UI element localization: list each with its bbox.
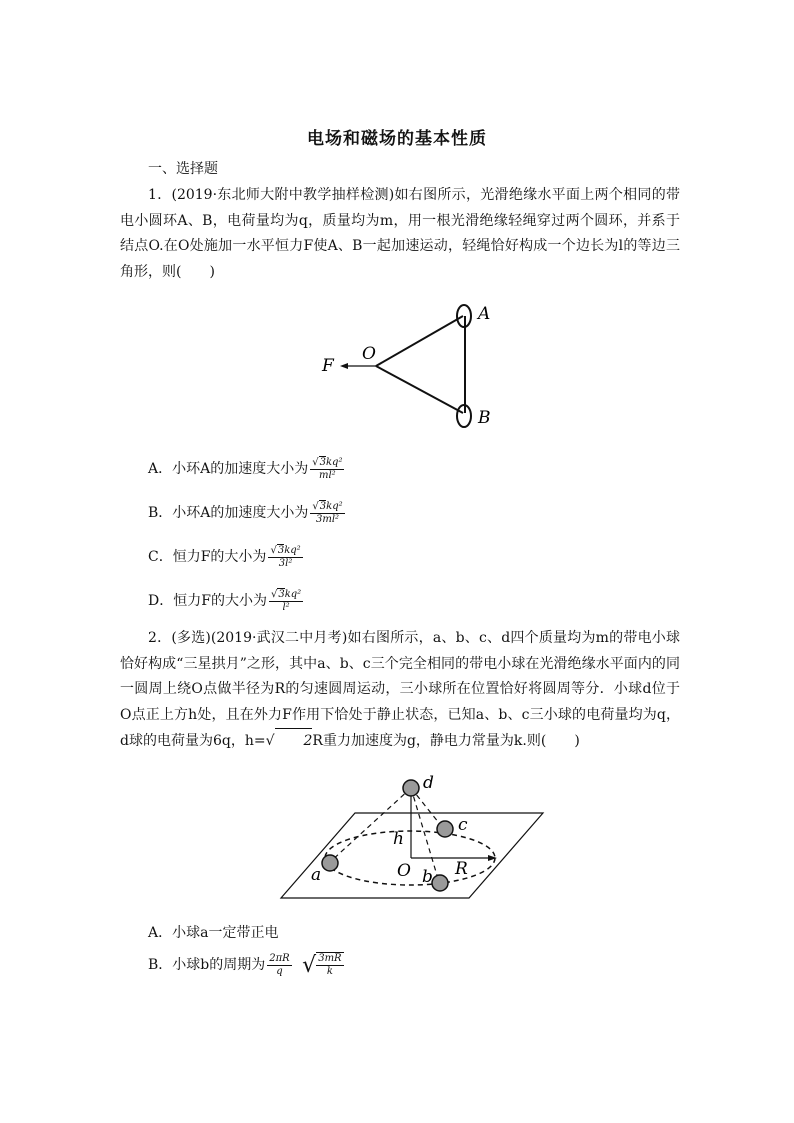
question-2-stem-part1: 2．(多选)(2019·武汉二中月考)如右图所示，a、b、c、d四个质量均为m的带电小球恰好构成“三星拱月”之形，其中a、b、c三个完全相同的带电小球在光滑绝缘水平面内的同一圆周上绕O点做半径为R的匀速圆周运动，三小球所在位置恰好将圆周等分．小球d位于O点正上方h处，且在外力F作用下恰处于静止状态，已知a、b、c三小球的电荷量均为q，d球的电荷量为6q，h= bbox=[120, 630, 680, 749]
question-2-stem: 2．(多选)(2019·武汉二中月考)如右图所示，a、b、c、d四个质量均为m的带电小球恰好构成“三星拱月”之形，其中a、b、c三个完全相同的带电小球在光滑绝缘水平面内的同一圆周上绕O点做半径为R的匀速圆周运动，三小球所在位置恰好将圆周等分．小球d位于O点正上方h处，且在外力F作用下恰处于静止状态，已知a、b、c三小球的电荷量均为q，d球的电荷量为6q，h=√ 2R重力加速度为g，静电力常量为k.则( ) bbox=[120, 626, 680, 755]
q2-option-a[interactable]: A．小球a一定带正电 bbox=[148, 925, 279, 941]
q1-option-d[interactable] bbox=[148, 588, 303, 614]
question-1-stem: 1．(2019·东北师大附中教学抽样检测)如右图所示，光滑绝缘水平面上两个相同的带电小圆环A、B，电荷量均为q，质量均为m，用一根光滑绝缘轻绳穿过两个圆环，并系于结点O.在O处施加一水平恒力F使A、B一起加速运动，轻绳恰好构成一个边长为l的等边三角形，则( ) bbox=[120, 187, 680, 280]
section-heading: 一、选择题 bbox=[148, 161, 218, 177]
q1-option-b[interactable] bbox=[148, 500, 345, 526]
option-c-fraction: $\frac{\text{√3kq²}}{\text{3l²}}$ bbox=[270, 545, 301, 569]
option-a-text: A．小环A的加速度大小为 bbox=[148, 461, 309, 477]
force-arrowhead bbox=[340, 363, 348, 369]
question-2-stem-part2: R重力加速度为g，静电力常量为k.则( ) bbox=[312, 733, 580, 749]
rope-OB bbox=[376, 366, 463, 413]
q2-option-b-root-numerator: 3mR bbox=[318, 953, 342, 964]
option-c-numerator: kq² bbox=[284, 545, 301, 556]
option-b-numerator: kq² bbox=[326, 501, 343, 512]
rope-OA bbox=[376, 316, 463, 366]
option-b-fraction: $\frac{\text{√3kq²}}{\text{3ml²}}$ bbox=[312, 501, 343, 525]
label-F: F bbox=[322, 356, 334, 376]
option-d-fraction: $\frac{\text{√3kq²}}{\text{l²}}$ bbox=[270, 589, 302, 613]
label-O: O bbox=[362, 344, 376, 364]
q2-option-b-fraction bbox=[267, 953, 291, 978]
label-b: b bbox=[422, 867, 433, 887]
q2-option-b-text: B．小球b的周期为 bbox=[148, 957, 266, 973]
option-a-numerator: kq² bbox=[325, 457, 343, 468]
option-c-sqrt: 3 bbox=[277, 545, 285, 556]
option-a-denominator: ml² bbox=[319, 470, 336, 481]
q2-option-b-numerator: 2πR bbox=[269, 952, 290, 964]
option-a-sqrt: 3 bbox=[319, 457, 326, 468]
option-c-text: C．恒力F的大小为 bbox=[148, 549, 267, 565]
label-a: a bbox=[311, 865, 322, 885]
option-b-text: B．小环A的加速度大小为 bbox=[148, 505, 309, 521]
label-O: O bbox=[397, 861, 411, 881]
label-B: B bbox=[478, 408, 491, 428]
ball-a bbox=[322, 855, 338, 871]
ball-b bbox=[432, 875, 448, 891]
label-d: d bbox=[423, 773, 434, 793]
question-2-figure bbox=[275, 768, 550, 903]
label-R: R bbox=[455, 859, 468, 879]
option-b-sqrt: 3 bbox=[319, 501, 327, 512]
option-d-sqrt: 3 bbox=[278, 589, 285, 600]
option-b-denominator: 3ml² bbox=[315, 514, 340, 525]
radius-arrowhead bbox=[488, 855, 497, 861]
option-c-denominator: 3l² bbox=[278, 558, 293, 569]
option-d-text: D．恒力F的大小为 bbox=[148, 593, 267, 609]
q1-option-c[interactable] bbox=[148, 544, 303, 570]
page-title: 电场和磁场的基本性质 bbox=[307, 129, 487, 149]
q2-option-b-denominator: q bbox=[276, 965, 283, 977]
q2-option-b-root-fraction bbox=[316, 952, 343, 978]
line-d-a bbox=[330, 788, 411, 862]
label-A: A bbox=[478, 304, 491, 324]
option-d-numerator: kq² bbox=[284, 589, 302, 600]
label-c: c bbox=[458, 815, 468, 835]
ball-d bbox=[403, 780, 419, 796]
q2-option-b[interactable]: B．小球b的周期为 $\frac{2\pi R}{q}$ √ $\frac{3mR}{k}$ bbox=[148, 952, 342, 978]
option-a-fraction: $\frac{\text{√3kq²}}{\text{ml²}}$ bbox=[312, 457, 343, 481]
option-d-denominator: l² bbox=[282, 602, 290, 613]
question-1-figure bbox=[310, 295, 510, 435]
label-h: h bbox=[393, 829, 404, 849]
ball-c bbox=[437, 821, 453, 837]
question-2-sqrt: 2 bbox=[275, 728, 313, 755]
q2-option-b-root-denominator: k bbox=[326, 966, 333, 977]
q1-option-a[interactable] bbox=[148, 456, 344, 482]
